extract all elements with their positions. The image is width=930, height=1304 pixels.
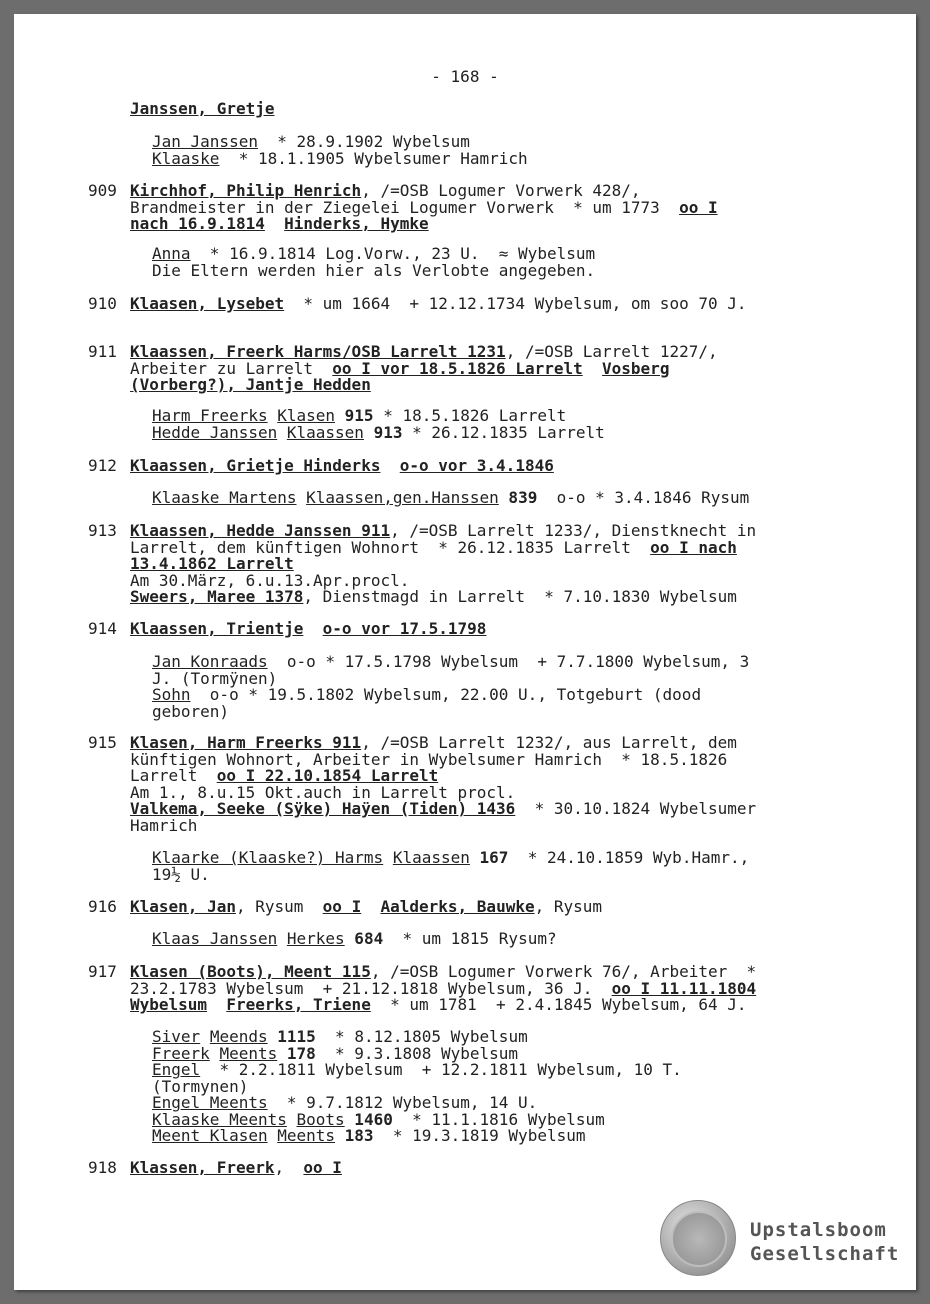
page-number: - 168 -: [431, 67, 499, 86]
entry-910: Klaasen, Lysebet * um 1664 + 12.12.1734 Wybelsum, om soo 70 J.: [130, 294, 747, 313]
society-name: Upstalsboom Gesellschaft: [750, 1219, 900, 1265]
entry-number: 915: [88, 733, 117, 752]
child-list: Jan Janssen * 28.9.1902 Wybelsum Klaaske * 18.1.1905 Wybelsumer Hamrich: [152, 132, 528, 168]
entry-number: 910: [88, 294, 117, 313]
child-list: Harm Freerks Klasen 915 * 18.5.1826 Larrelt Hedde Janssen Klaassen 913 * 26.12.1835 Larrelt: [152, 406, 605, 442]
child-list: Anna * 16.9.1814 Log.Vorw., 23 U. ≈ Wybelsum Die Eltern werden hier als Verlobte angegeben.: [152, 244, 596, 280]
society-seal-logo: [660, 1200, 736, 1276]
entry-918: Klassen, Freerk, oo I: [130, 1158, 342, 1177]
entry-911: Klaassen, Freerk Harms/OSB Larrelt 1231, /=OSB Larrelt 1227/, Arbeiter zu Larrelt oo I vor 18.5.1826 Larrelt Vosberg (Vorberg?), Jantje Hedden: [130, 342, 718, 394]
entry-number: 914: [88, 619, 117, 638]
child-list: Siver Meends 1115 * 8.12.1805 Wybelsum Freerk Meents 178 * 9.3.1808 Wybelsum Engel * 2.2.1811 Wybelsum + 12.2.1811 Wybelsum, 10 T. (Tormynen) Engel Meents * 9.7.1812 Wybelsum, 14 U. Klaaske Meents Boots 1460 * 11.1.1816 Wybelsum Meent Klasen Meents 183 * 19.3.1819 Wybelsum: [152, 1027, 682, 1145]
entry-913: Klaassen, Hedde Janssen 911, /=OSB Larrelt 1233/, Dienstknecht in Larrelt, dem künftigen Wohnort * 26.12.1835 Larrelt oo I nach 13.4.1862 Larrelt Am 30.März, 6.u.13.Apr.procl. Sweers, Maree 1378, Dienstmagd in Larrelt * 7.10.1830 Wybelsum: [130, 521, 757, 606]
child-list: Klaas Janssen Herkes 684 * um 1815 Rysum?: [152, 929, 557, 948]
entry-number: 918: [88, 1158, 117, 1177]
entry-914: Klaassen, Trientje o-o vor 17.5.1798: [130, 619, 487, 638]
entry-number: 911: [88, 342, 117, 361]
child-list: Jan Konraads o-o * 17.5.1798 Wybelsum + 7.7.1800 Wybelsum, 3 J. (Tormÿnen) Sohn o-o * 19.5.1802 Wybelsum, 22.00 U., Totgeburt (dood geboren): [152, 652, 750, 721]
entry-916: Klasen, Jan, Rysum oo I Aalderks, Bauwke, Rysum: [130, 897, 603, 916]
entry-heading: Janssen, Gretje: [130, 99, 275, 118]
child-list: Klaarke (Klaaske?) Harms Klaassen 167 * 24.10.1859 Wyb.Hamr., 19½ U.: [152, 848, 750, 884]
entry-number: 917: [88, 962, 117, 981]
entry-number: 913: [88, 521, 117, 540]
entry-909: Kirchhof, Philip Henrich, /=OSB Logumer Vorwerk 428/, Brandmeister in der Ziegelei Logumer Vorwerk * um 1773 oo I nach 16.9.1814 Hinderks, Hymke: [130, 181, 718, 233]
child-list: Klaaske Martens Klaassen,gen.Hanssen 839 o-o * 3.4.1846 Rysum: [152, 488, 750, 507]
entry-917: Klasen (Boots), Meent 115, /=OSB Logumer Vorwerk 76/, Arbeiter * 23.2.1783 Wybelsum + 21.12.1818 Wybelsum, 36 J. oo I 11.11.1804 Wybelsum Freerks, Triene * um 1781 + 2.4.1845 Wybelsum, 64 J.: [130, 962, 757, 1014]
entry-number: 916: [88, 897, 117, 916]
entry-912: Klaassen, Grietje Hinderks o-o vor 3.4.1846: [130, 456, 554, 475]
entry-number: 909: [88, 181, 117, 200]
entry-915: Klasen, Harm Freerks 911, /=OSB Larrelt 1232/, aus Larrelt, dem künftigen Wohnort, Arbeiter in Wybelsumer Hamrich * 18.5.1826 Larrelt oo I 22.10.1854 Larrelt Am 1., 8.u.15 Okt.auch in Larrelt procl. Valkema, Seeke (Sÿke) Haÿen (Tiden) 1436 * 30.10.1824 Wybelsumer Hamrich: [130, 733, 757, 835]
entry-number: 912: [88, 456, 117, 475]
